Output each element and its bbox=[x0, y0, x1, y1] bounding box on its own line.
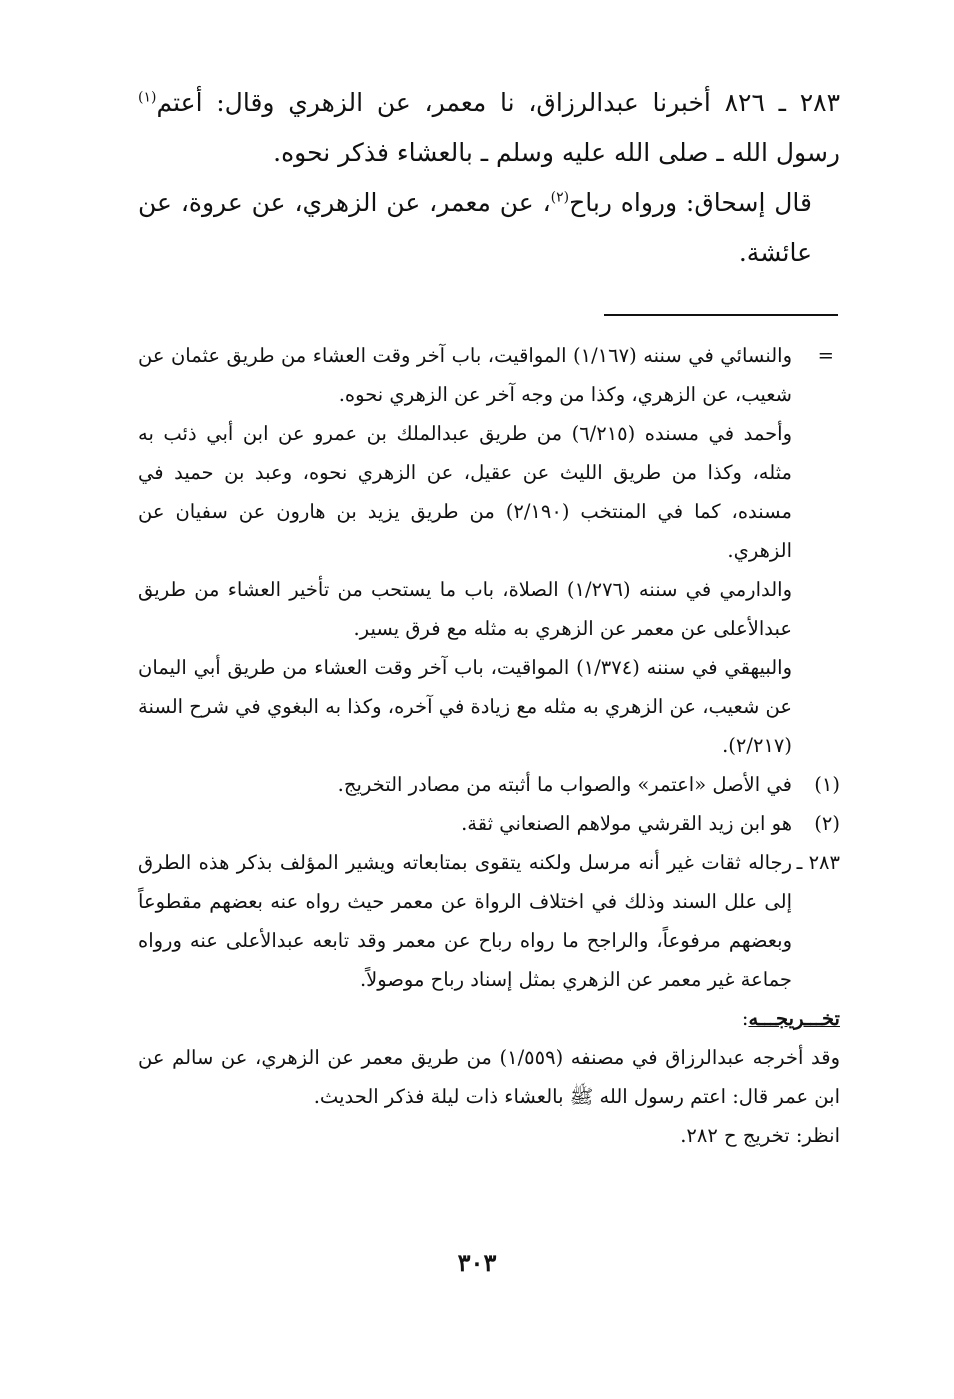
hadith-number: ٢٨٣ ـ ٨٢٦ bbox=[724, 88, 841, 117]
hadith-paragraph bbox=[138, 78, 840, 178]
footnote-1-number: (١) bbox=[814, 773, 840, 796]
page-number: ٣٠٣ bbox=[457, 1248, 497, 1277]
ishaq-text-b: ، عن معمر، عن الزهري، عن عروة، عن عائشة. bbox=[138, 188, 812, 267]
footnote-2-number: (٢) bbox=[814, 812, 840, 835]
footnote-283-number: ٢٨٣ ـ bbox=[796, 851, 840, 874]
continued-footnote-text-3: والدارمي في سننه (١/٢٧٦) الصلاة، باب ما يستحب من تأخير العشاء من طريق عبدالأعلى عن معمر عن الزهري به مثله مع فرق يسير. bbox=[138, 578, 792, 640]
takhrij-text-2: انظر: تخريج ح ٢٨٢. bbox=[680, 1124, 840, 1147]
continued-footnote-p4 bbox=[138, 648, 840, 765]
continued-footnote-p3 bbox=[138, 570, 840, 648]
continued-footnote-p1 bbox=[138, 336, 840, 414]
ishaq-paragraph bbox=[138, 178, 840, 278]
footnote-283 bbox=[138, 843, 840, 999]
footnote-separator bbox=[604, 314, 838, 316]
footnote-1 bbox=[138, 765, 840, 804]
takhrij-text-1: وقد أخرجه عبدالرزاق في مصنفه (١/٥٥٩) من طريق معمر عن الزهري، عن سالم عن ابن عمر قال: اعتم رسول الله ﷺ بالعشاء ذات ليلة فذكر الحديث. bbox=[138, 1046, 840, 1108]
footnote-283-text: رجاله ثقات غير أنه مرسل ولكنه يتقوى بمتابعاته ويشير المؤلف بذكر هذه الطرق إلى علل السند وذلك في اختلاف الرواة عن معمر حيث رواه عنه بعضهم مقطوعاً وبعضهم مرفوعاً، والراجح ما رواه رباح عن معمر وقد تابعه عبدالأعلى عنه ورواه جماعة غير معمر عن الزهري بمثل إسناد رباح موصولاً. bbox=[138, 851, 792, 991]
ishaq-text-a: قال إسحاق: ورواه رباح bbox=[569, 188, 812, 217]
continuation-mark: = bbox=[817, 344, 834, 367]
takhrij-heading-text: تخـــريجـــه bbox=[748, 1007, 840, 1030]
continued-footnote-text-2: وأحمد في مسنده (٦/٢١٥) من طريق عبدالملك بن عمرو عن ابن أبي ذئب به مثله، وكذا من طريق الليث عن عقيل، عن الزهري نحوه، وعبد بن حميد في مسنده، كما في المنتخب (٢/١٩٠) من طريق يزيد بن هارون عن سفيان عن الزهري. bbox=[138, 422, 792, 562]
continued-footnote-p2 bbox=[138, 414, 840, 570]
footnote-2-text: هو ابن زيد القرشي مولاهم الصنعاني ثقة. bbox=[461, 812, 792, 835]
main-text bbox=[138, 78, 840, 278]
hadith-text-line1: أخبرنا عبدالرزاق، نا معمر، عن الزهري وقال: أعتم bbox=[156, 88, 711, 117]
hadith-text-line1b: رسول الله ـ صلى الله عليه وسلم ـ بالعشاء فذكر نحوه. bbox=[273, 138, 840, 167]
continued-footnote-text-4: والبيهقي في سننه (١/٣٧٤) المواقيت، باب آخر وقت العشاء من طريق أبي اليمان عن شعيب، عن الزهري به مثله مع زيادة في آخره، وكذا به البغوي في شرح السنة (٢/٢١٧). bbox=[138, 656, 792, 757]
takhrij-heading bbox=[138, 999, 840, 1038]
takhrij-paragraph-2 bbox=[138, 1116, 840, 1155]
footnote-2 bbox=[138, 804, 840, 843]
takhrij-heading-colon: : bbox=[741, 1007, 749, 1030]
footnotes bbox=[138, 336, 840, 1155]
takhrij-paragraph-1 bbox=[138, 1038, 840, 1116]
continued-footnote-text-1: والنسائي في سننه (١/١٦٧) المواقيت، باب آخر وقت العشاء من طريق عثمان عن شعيب، عن الزهري، وكذا من وجه آخر عن الزهري نحوه. bbox=[138, 344, 792, 406]
footnote-ref-1: (١) bbox=[138, 89, 157, 106]
footnote-ref-2: (٢) bbox=[550, 189, 570, 206]
footnote-1-text: في الأصل «اعتمر» والصواب ما أثبته من مصادر التخريج. bbox=[337, 773, 792, 796]
